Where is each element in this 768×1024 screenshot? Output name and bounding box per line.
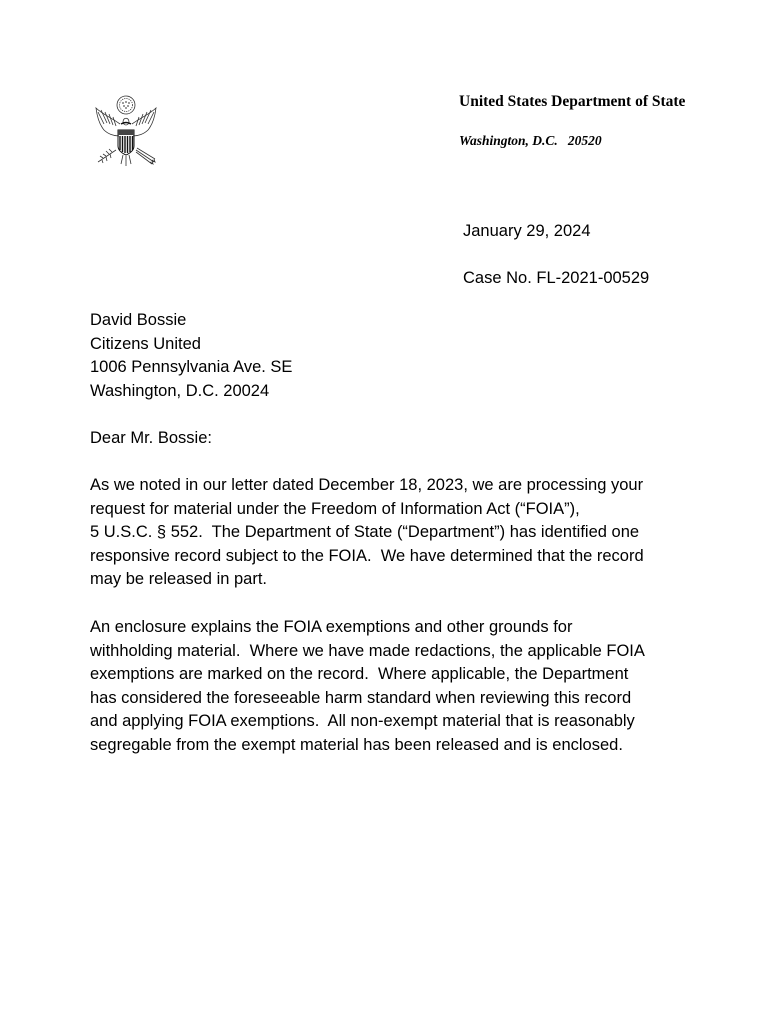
great-seal-eagle-icon <box>90 94 162 172</box>
department-address: Washington, D.C. 20520 <box>459 133 602 148</box>
paragraph-1 <box>90 474 644 592</box>
paragraph-line: may be released in part. <box>90 570 268 589</box>
salutation: Dear Mr. Bossie: <box>90 429 212 447</box>
paragraph-line: withholding material. Where we have made redactions, the applicable FOIA <box>90 641 645 660</box>
paragraph-2 <box>90 616 645 758</box>
recipient-address <box>90 309 292 403</box>
paragraph-line: An enclosure explains the FOIA exemptions and other grounds for <box>90 618 573 636</box>
paragraph-line: and applying FOIA exemptions. All non-exempt material that is reasonably <box>90 712 635 731</box>
letter-meta <box>463 220 649 290</box>
recipient-street: 1006 Pennsylvania Ave. SE <box>90 358 293 377</box>
paragraph-line: request for material under the Freedom of Information Act (“FOIA”), <box>90 499 580 518</box>
recipient-city: Washington, D.C. 20024 <box>90 381 270 400</box>
letter-date: January 29, 2024 <box>463 222 591 240</box>
paragraph-line: 5 U.S.C. § 552. The Department of State (“Department”) has identified one <box>90 523 640 542</box>
case-number: Case No. FL-2021-00529 <box>463 268 650 287</box>
recipient-name: David Bossie <box>90 311 187 329</box>
department-name: United States Department of State <box>459 93 686 110</box>
paragraph-line: As we noted in our letter dated December 18, 2023, we are processing your <box>90 476 644 494</box>
paragraph-line: has considered the foreseeable harm standard when reviewing this record <box>90 688 632 707</box>
recipient-organization: Citizens United <box>90 334 201 353</box>
letterhead <box>459 92 685 150</box>
paragraph-line: exemptions are marked on the record. Where applicable, the Department <box>90 665 629 684</box>
paragraph-line: responsive record subject to the FOIA. We have determined that the record <box>90 546 644 565</box>
paragraph-line: segregable from the exempt material has been released and is enclosed. <box>90 735 623 754</box>
